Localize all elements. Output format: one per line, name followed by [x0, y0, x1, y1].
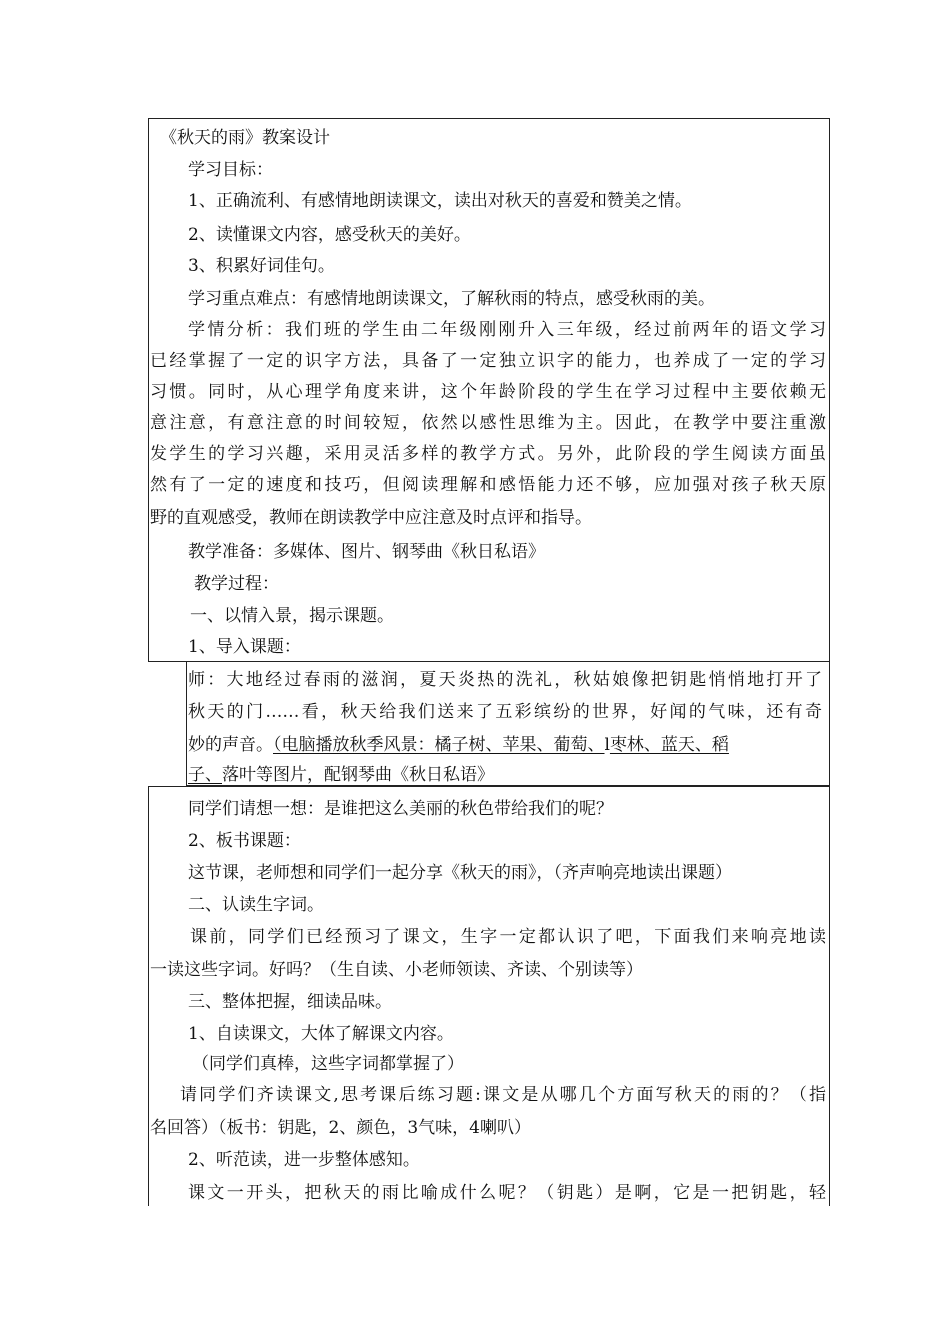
- analysis-line: 然有了一定的速度和技巧，但阅读理解和感悟能力还不够，应加强对孩子秋天原: [150, 475, 826, 495]
- words-line: 一读这些字词。好吗？（生自读、小老师领读、齐读、个别读等）: [150, 960, 643, 980]
- step-3: 三、整体把握，细读品味。: [188, 992, 392, 1012]
- step-1: 一、以情入景，揭示课题。: [190, 606, 394, 626]
- words-line: 课前，同学们已经预习了课文，生字一定都认识了吧，下面我们来响亮地读: [190, 927, 826, 947]
- key-points: 学习重点难点：有感情地朗读课文，了解秋雨的特点，感受秋雨的美。: [188, 289, 715, 309]
- analysis-line: 习惯。同时，从心理学角度来讲，这个年龄阶段的学生在学习过程中主要依赖无: [150, 382, 826, 402]
- teacher-line: 秋天的门……看，秋天给我们送来了五彩缤纷的世界，好闻的气味，还有奇: [188, 702, 822, 722]
- underlined-media-note: 枣林、蓝天、稻: [609, 735, 729, 755]
- analysis-line: 意注意，有意注意的时间较短，依然以感性思维为主。因此，在教学中要注重激: [150, 413, 826, 433]
- teacher-line-text: 落叶等图片，配钢琴曲《秋日私语》: [222, 765, 494, 785]
- read-line: 请同学们齐读课文,思考课后练习题:课文是从哪几个方面写秋天的雨的？（指: [180, 1085, 826, 1105]
- step-1-1: 1、导入课题：: [188, 637, 301, 657]
- process-heading: 教学过程：: [194, 574, 279, 594]
- underlined-media-note: （电脑播放秋季风景：橘子树、苹果、葡萄、: [273, 735, 605, 755]
- underlined-media-note: 子、: [188, 765, 222, 785]
- last-line: 课文一开头，把秋天的雨比喻成什么呢？（钥匙）是啊，它是一把钥匙，轻: [188, 1183, 826, 1203]
- praise: （同学们真棒，这些字词都掌握了）: [192, 1054, 464, 1074]
- objective-3: 3、积累好词佳句。: [188, 256, 335, 276]
- objectives-heading: 学习目标：: [188, 160, 273, 180]
- teacher-line: [188, 735, 729, 755]
- title-share: 这节课，老师想和同学们一起分享《秋天的雨》，（齐声响亮地读出课题）: [188, 863, 732, 883]
- step-2: 二、认读生字词。: [188, 895, 324, 915]
- analysis-line: 已经掌握了一定的识字方法，具备了一定独立识字的能力，也养成了一定的学习: [150, 351, 826, 371]
- objective-1: 1、正确流利、有感情地朗读课文，读出对秋天的喜爱和赞美之情。: [188, 191, 692, 211]
- preparation: 教学准备：多媒体、图片、钢琴曲《秋日私语》: [188, 542, 545, 562]
- teacher-line: [188, 765, 494, 785]
- step-1-2: 2、板书课题：: [188, 831, 301, 851]
- analysis-line: 学情分析：我们班的学生由二年级刚刚升入三年级，经过前两年的语文学习: [188, 320, 826, 340]
- question: 同学们请想一想：是谁把这么美丽的秋色带给我们的呢？: [188, 799, 613, 819]
- teacher-line: 师：大地经过春雨的滋润，夏天炎热的洗礼，秋姑娘像把钥匙悄悄地打开了: [188, 670, 822, 690]
- teacher-line-text: 妙的声音。: [188, 735, 273, 755]
- step-3-2: 2、听范读，进一步整体感知。: [188, 1150, 420, 1170]
- document-title: 《秋天的雨》教案设计: [160, 128, 330, 148]
- analysis-line: 发学生的学习兴趣，采用灵活多样的教学方式。另外，此阶段的学生阅读方面虽: [150, 444, 826, 464]
- stray-mark: l: [604, 735, 610, 755]
- step-3-1: 1、自读课文，大体了解课文内容。: [188, 1024, 454, 1044]
- analysis-line: 野的直观感受，教师在朗读教学中应注意及时点评和指导。: [150, 508, 592, 528]
- objective-2: 2、读懂课文内容，感受秋天的美好。: [188, 225, 471, 245]
- read-line: 名回答）（板书：钥匙，2、颜色，3气味，4喇叭）: [150, 1118, 531, 1138]
